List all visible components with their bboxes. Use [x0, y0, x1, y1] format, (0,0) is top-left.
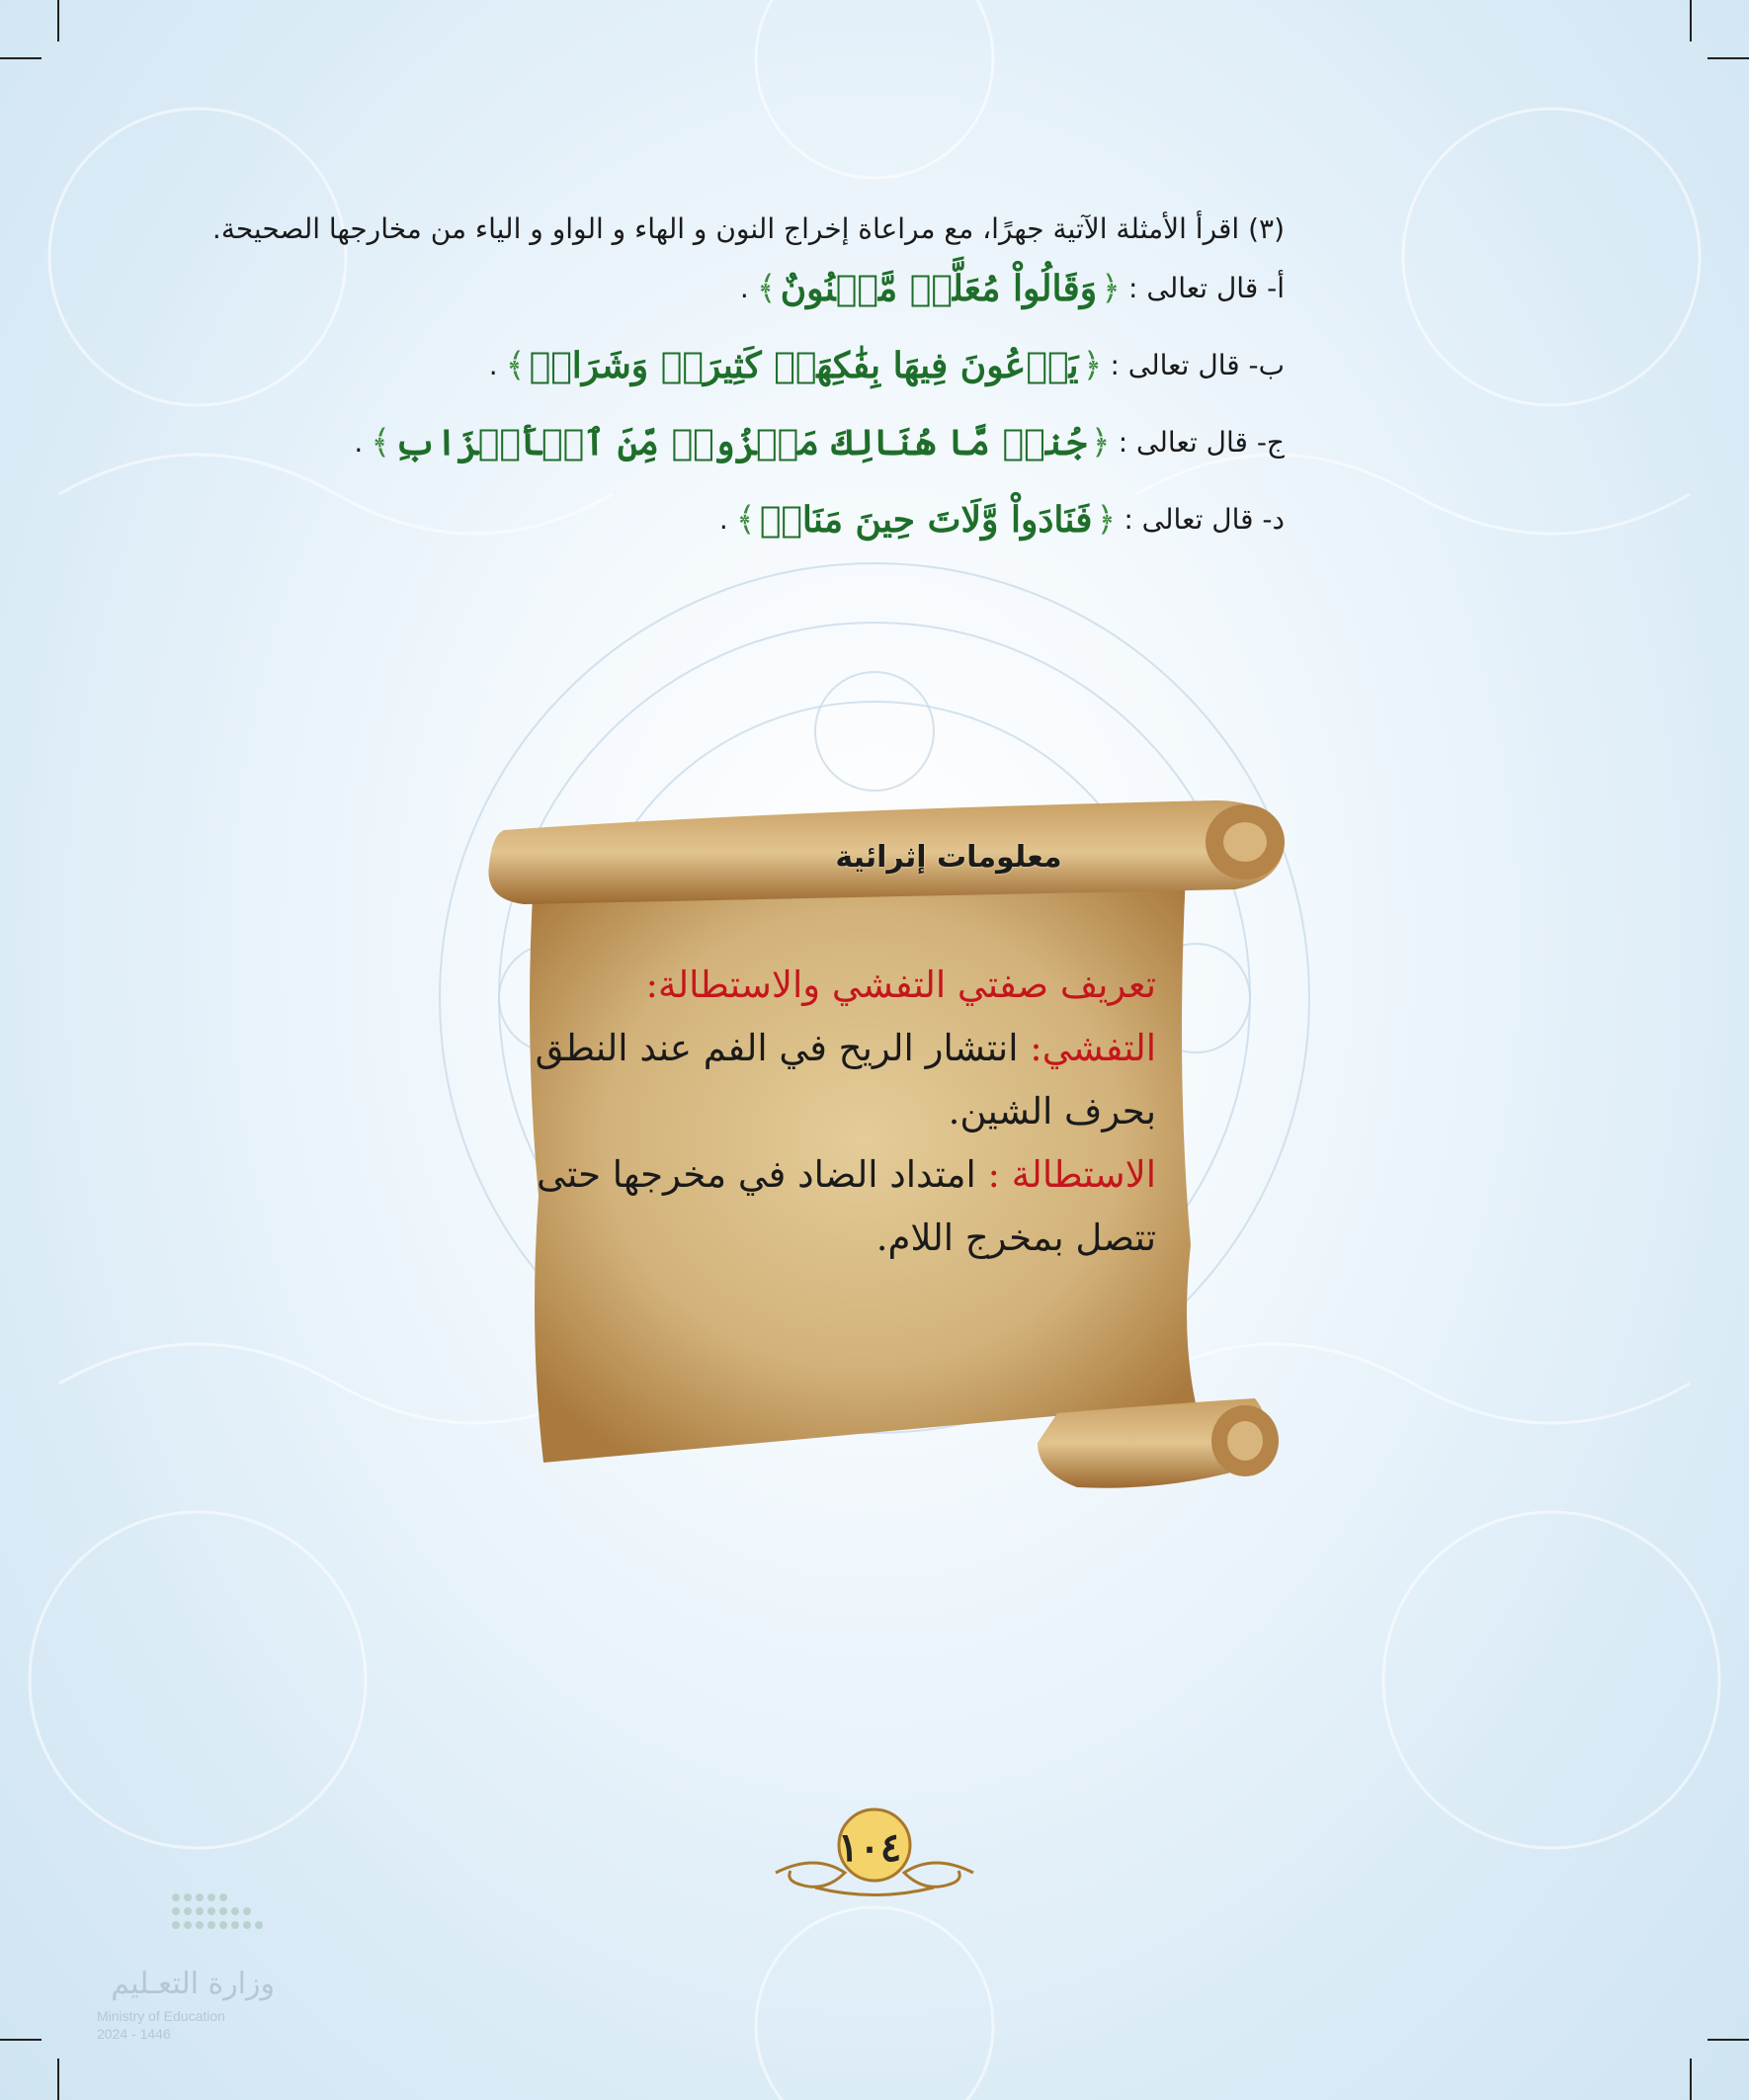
ministry-name-en: Ministry of Education: [97, 2008, 225, 2024]
example-prefix: د- قال تعالى :: [1124, 503, 1285, 536]
crop-mark: [0, 2039, 42, 2041]
full-stop: .: [354, 426, 364, 459]
ornate-bracket-close-icon: ﴾: [371, 423, 391, 462]
crop-mark: [1690, 0, 1692, 42]
full-stop: .: [718, 503, 728, 536]
quran-verse: [371, 423, 1110, 462]
verse-text: فَنَادَواْ وَّلَاتَ حِينَ مَنَاصٖ: [759, 499, 1093, 541]
page-number: ١٠٤: [837, 1824, 902, 1871]
ornate-bracket-open-icon: ﴿: [1090, 423, 1111, 462]
ornate-bracket-close-icon: ﴾: [505, 346, 526, 385]
ornate-bracket-open-icon: ﴿: [1096, 500, 1117, 540]
ornate-bracket-open-icon: ﴿: [1101, 269, 1122, 308]
verse-text: وَقَالُواْ مُعَلَّمٞ مَّجۡنُونٌ: [780, 268, 1098, 309]
ornate-bracket-open-icon: ﴿: [1082, 346, 1103, 385]
full-stop: .: [739, 272, 749, 304]
crop-mark: [57, 2058, 59, 2100]
term-label: الاستطالة :: [987, 1153, 1156, 1196]
definition-text: انتشار الريح في الفم عند النطق بحرف الشين.: [535, 1027, 1156, 1133]
definition-text: امتداد الضاد في مخرجها حتى تتصل بمخرج اللام.: [537, 1153, 1156, 1259]
crop-mark: [0, 57, 42, 59]
ministry-logo: [97, 1888, 285, 2046]
exercise-instruction: (٣) اقرأ الأمثلة الآتية جهرًا، مع مراعاة إخراج النون و الهاء و الواو و الياء من مخارجها الصحيحة.: [211, 212, 1285, 245]
exercise-section: [198, 208, 1285, 577]
ornate-bracket-close-icon: ﴾: [735, 500, 756, 540]
enrichment-heading: تعريف صفتي التفشي والاستطالة:: [645, 964, 1156, 1006]
example-b: [198, 346, 1285, 385]
definition-tafashi: [524, 1017, 1156, 1143]
example-prefix: ج- قال تعالى :: [1118, 426, 1285, 459]
ornate-bracket-close-icon: ﴾: [756, 269, 777, 308]
example-a: [198, 269, 1285, 308]
crop-mark: [57, 0, 59, 42]
example-d: [198, 500, 1285, 540]
quran-verse: [736, 500, 1117, 540]
verse-text: جُندٞ مَّا هُنَالِكَ مَهۡزُومٞ مِّنَ ٱلۡأَحۡزَابِ: [394, 422, 1087, 463]
quran-verse: [757, 269, 1121, 308]
full-stop: .: [488, 349, 498, 381]
enrichment-title: معلومات إثرائية: [835, 840, 1062, 875]
definition-istitala: [524, 1143, 1156, 1270]
enrichment-body: [524, 954, 1156, 1270]
ministry-dots-icon: [97, 1888, 275, 1947]
verse-text: يَدۡعُونَ فِيهَا بِفَٰكِهَةٖ كَثِيرَةٖ وَشَرَابٖ: [529, 345, 1079, 386]
crop-mark: [1707, 57, 1749, 59]
enrichment-scroll: [484, 781, 1294, 1512]
quran-verse: [506, 346, 1103, 385]
crop-mark: [1707, 2039, 1749, 2041]
ministry-name-ar: وزارة التعـليم: [111, 1967, 275, 2001]
example-prefix: ب- قال تعالى :: [1110, 349, 1285, 381]
crop-mark: [1690, 2058, 1692, 2100]
example-c: [198, 423, 1285, 462]
example-prefix: أ- قال تعالى :: [1128, 272, 1285, 304]
ministry-year: 2024 - 1446: [97, 2026, 171, 2042]
term-label: التفشي:: [1030, 1027, 1156, 1069]
